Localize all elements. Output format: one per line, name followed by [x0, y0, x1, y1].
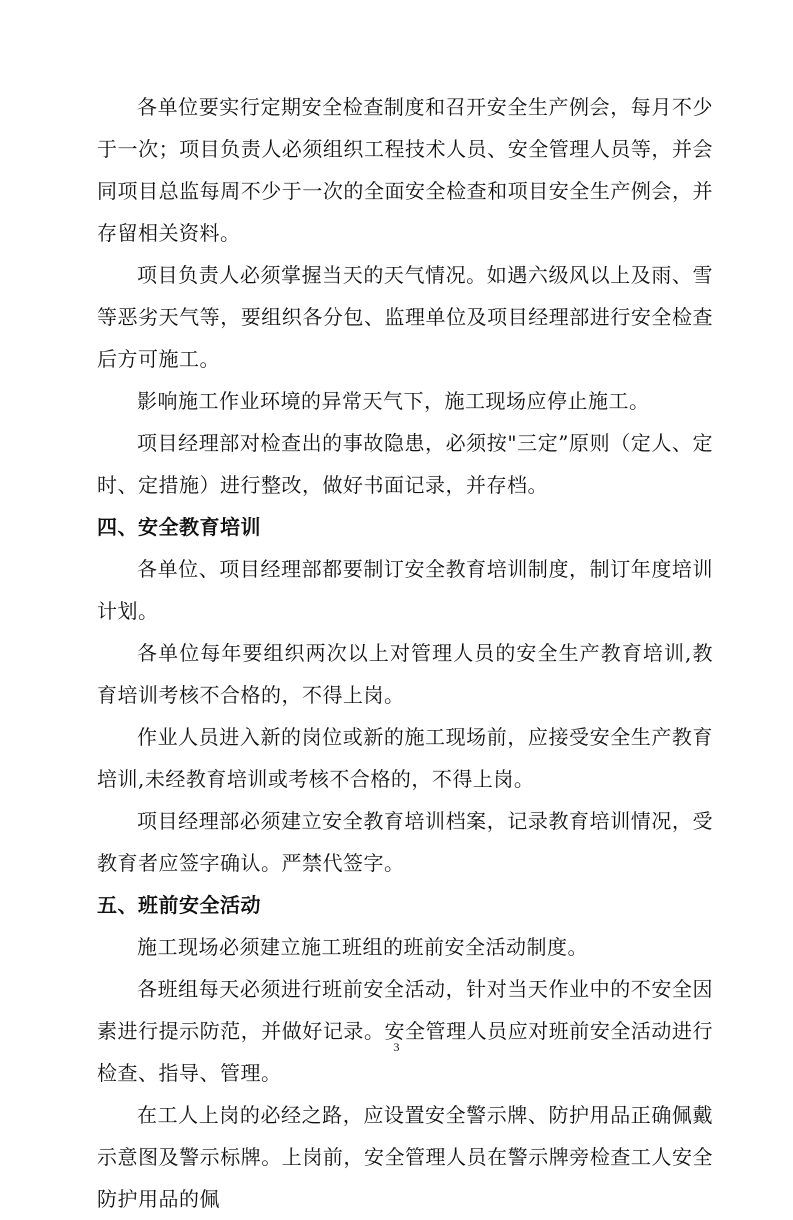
paragraph: 施工现场必须建立施工班组的班前安全活动制度。 [137, 935, 588, 959]
paragraph: 各单位要实行定期安全检查制度和召开安全生产例会，每月不少于一次；项目负责人必须组织工程技术人员、安全管理人员等，并会同项目总监每周不少于一次的全面安全检查和项目安全生产例会，并存留相关资料。 [97, 95, 713, 245]
paragraph: 各单位、项目经理部都要制订安全教育培训制度，制订年度培训计划。 [97, 557, 713, 623]
paragraph: 项目经理部必须建立安全教育培训档案，记录教育培训情况，受教育者应签字确认。严禁代签字。 [97, 809, 713, 875]
paragraph: 各班组每天必须进行班前安全活动，针对当天作业中的不安全因素进行提示防范，并做好记录。安全管理人员应对班前安全活动进行检查、指导、管理。 [97, 977, 713, 1085]
section-heading-education: 四、安全教育培训 [97, 515, 261, 539]
paragraph: 作业人员进入新的岗位或新的施工现场前，应接受安全生产教育培训,未经教育培训或考核不合格的，不得上岗。 [97, 725, 713, 791]
section-heading-pre-shift: 五、班前安全活动 [97, 893, 261, 917]
paragraph: 项目经理部对检查出的事故隐患，必须按"三定”原则（定人、定时、定措施）进行整改，做好书面记录，并存档。 [97, 431, 713, 497]
page-number: 3 [393, 1040, 400, 1054]
paragraph: 项目负责人必须掌握当天的天气情况。如遇六级风以上及雨、雪等恶劣天气等，要组织各分包、监理单位及项目经理部进行安全检查后方可施工。 [97, 263, 713, 371]
paragraph: 在工人上岗的必经之路，应设置安全警示牌、防护用品正确佩戴示意图及警示标牌。上岗前，安全管理人员在警示牌旁检查工人安全防护用品的佩 [97, 1103, 713, 1211]
paragraph: 各单位每年要组织两次以上对管理人员的安全生产教育培训,教育培训考核不合格的，不得上岗。 [97, 641, 713, 707]
paragraph: 影响施工作业环境的异常天气下，施工现场应停止施工。 [137, 389, 650, 413]
